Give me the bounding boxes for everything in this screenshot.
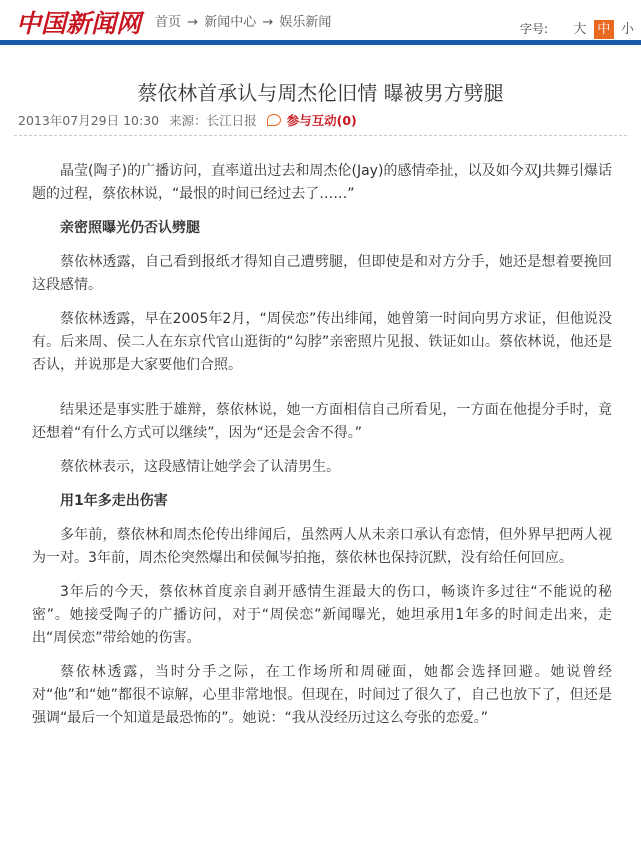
breadcrumb-news-center[interactable]: 新闻中心	[204, 15, 257, 30]
article-body	[32, 160, 612, 741]
breadcrumb	[155, 11, 331, 30]
article-paragraph: 3年后的今天，蔡依林首度亲自剥开感情生涯最大的伤口，畅谈许多过往“不能说的秘密”。她接受陶子的广播访问，对于“周侯恋”新闻曝光，她坦承用1年多的时间走出来，走出“周侯恋”带给她的伤害。	[32, 584, 612, 646]
article-paragraph: 蔡依林透露，当时分手之际，在工作场所和周碰面，她都会选择回避。她说曾经对“他”和“她”都很不谅解，心里非常地恨。但现在，时间过了很久了，自己也放下了，但还是强调“最后一个知道是最恐怖的”。她说：“我从没经历过这么夸张的恋爱。”	[32, 664, 612, 726]
font-size-medium-button[interactable]: 中	[594, 20, 614, 39]
article-title: 蔡依林首承认与周杰伦旧情 曝被男方劈腿	[137, 81, 504, 106]
article-paragraph: 结果还是事实胜于雄辩，蔡依林说，她一方面相信自己所看见，一方面在他提分手时，竟还想着“有什么方式可以继续”，因为“还是会舍不得。”	[32, 402, 612, 441]
breadcrumb-entertainment[interactable]: 娱乐新闻	[279, 15, 332, 30]
font-size-large-button[interactable]: 大	[573, 22, 587, 37]
article-paragraph: 蔡依林透露，自己看到报纸才得知自己遭劈腿，但即使是和对方分手，她还是想着要挽回这段感情。	[32, 254, 612, 293]
article-meta	[18, 111, 369, 129]
header-bar	[0, 40, 641, 45]
article-paragraph: 晶莹(陶子)的广播访问，直率道出过去和周杰伦(Jay)的感情牵扯，以及如今双J共舞引爆话题的过程，蔡依林说，“最恨的时间已经过去了……”	[32, 163, 612, 202]
article-paragraph: 蔡依林表示，这段感情让她学会了认清男生。	[60, 459, 340, 475]
comment-link[interactable]	[267, 113, 363, 128]
publish-date: 2013年07月29日 10:30	[18, 113, 160, 128]
section-heading: 用1年多走出伤害	[60, 493, 168, 509]
breadcrumb-home[interactable]: 首页	[155, 15, 182, 30]
comment-label: 参与互动(0)	[286, 113, 357, 128]
divider	[14, 135, 627, 136]
comment-icon	[267, 114, 281, 126]
breadcrumb-separator: →	[262, 15, 274, 30]
article-paragraph: 蔡依林透露，早在2005年2月，“周侯恋”传出绯闻，她曾第一时间向男方求证，但他说没有。后来周、侯二人在东京代官山逛街的“勾脖”亲密照片见报、铁证如山。蔡依林说，他还是否认，并说那是大家要他们合照。	[32, 311, 612, 373]
font-size-switcher	[520, 20, 638, 39]
article-source: 来源：长江日报	[169, 113, 257, 128]
breadcrumb-separator: →	[187, 15, 199, 30]
font-size-label: 字号:	[520, 22, 549, 36]
site-header	[0, 0, 641, 40]
font-size-small-button[interactable]: 小	[621, 22, 635, 37]
site-logo[interactable]: 中国新闻网	[16, 9, 142, 38]
article-paragraph: 多年前，蔡依林和周杰伦传出绯闻后，虽然两人从未亲口承认有恋情，但外界早把两人视为一对。3年前，周杰伦突然爆出和侯佩岑拍拖，蔡依林也保持沉默，没有给任何回应。	[32, 527, 612, 566]
section-heading: 亲密照曝光仍否认劈腿	[60, 220, 200, 236]
